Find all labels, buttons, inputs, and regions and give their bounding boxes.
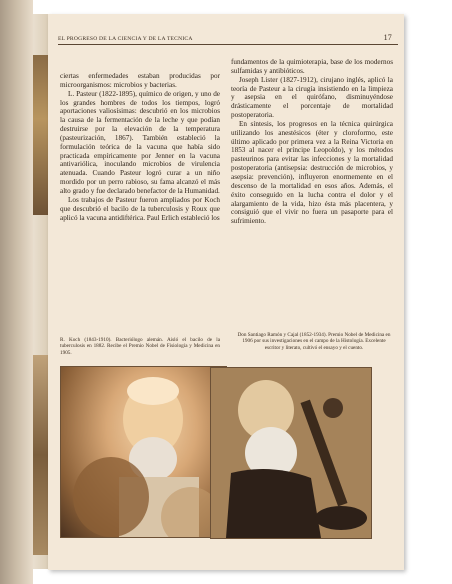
portrait-koch-illustration [61, 367, 226, 537]
paragraph: L. Pasteur (1822-1895), químico de origen, y uno de los grandes hombres de todos los tiempos, logró aportaciones valiosísimas: descubrió en los microbios la causa de la fermentación de la leche y que podían destruirse por la elevación de la temperatura (pasteurización, 1867). También estableció la formulación teórica de la vacuna que había sido practicada empíricamente por Jenner en la vacuna antivariólica, inoculando microbios de virulencia atenuada. Cuando Pasteur logró curar a un niño mordido por un perro rabioso, su fama alcanzó el más alto grado y fue declarado benefactor de la Humanidad. [60, 89, 220, 195]
page-number: 17 [383, 33, 392, 42]
photo-caption-koch: R. Koch (1843-1910). Bacteriólogo alemán. Aisló el bacilo de la tuberculosis en 1882. Recibe el Premio Nobel de Fisiología y Medicina en 1905. [60, 337, 220, 356]
paragraph: fundamentos de la quimioterapia, base de los modernos sulfamidas y antibióticos. [231, 58, 393, 75]
right-text-column [231, 58, 393, 226]
portrait-cajal-illustration [211, 368, 371, 538]
portrait-photo-cajal [210, 367, 372, 539]
running-header [58, 33, 398, 45]
paragraph: Joseph Lister (1827-1912), cirujano inglés, aplicó la teoría de Pasteur a la cirugía insistiendo en la limpieza y asepsia en el quirófano, disminuyéndose drásticamente el porcentaje de mortalidad postoperatoria. [231, 75, 393, 120]
photo-caption-cajal: Don Santiago Ramón y Cajal (1852-1934). Premio Nobel de Medicina en 1906 por sus investigaciones en el campo de la Histología. Excelente escritor y literato, cultivó el ensayo y el cuento. [237, 332, 391, 351]
paragraph: En síntesis, los progresos en la técnica quirúrgica utilizando los anestésicos (éter y cloroformo, este último aplicado por primera vez a la Reina Victoria en 1853 al nacer el príncipe Leopoldo), y los métodos pasteurinos para evitar las infecciones y la mortalidad postoperatoria (antisepsia: destrucción de microbios, y asepsia: prevención), influyeron enormemente en el descenso de la mortalidad en esos años. Además, el éxito conseguido en la lucha contra el dolor y el alargamiento de la vida, hizo ésta más placentera, y consiguió que el vivir no fuera un pasaporte para el sufrimiento. [231, 119, 393, 226]
portrait-photo-koch [60, 366, 227, 538]
book-page [48, 14, 404, 570]
left-text-column [60, 72, 220, 222]
book-edge-background [0, 0, 33, 584]
running-header-title: EL PROGRESO DE LA CIENCIA Y DE LA TECNICA [58, 36, 193, 42]
paragraph: Los trabajos de Pasteur fueron ampliados por Koch que descubrió el bacilo de la tuberculosis y Roux que aplicó la vacuna antidiftérica. Paul Erlich estableció los [60, 195, 220, 222]
paragraph: ciertas enfermedades estaban producidas por microorganismos: microbios y bacterias. [60, 72, 220, 89]
